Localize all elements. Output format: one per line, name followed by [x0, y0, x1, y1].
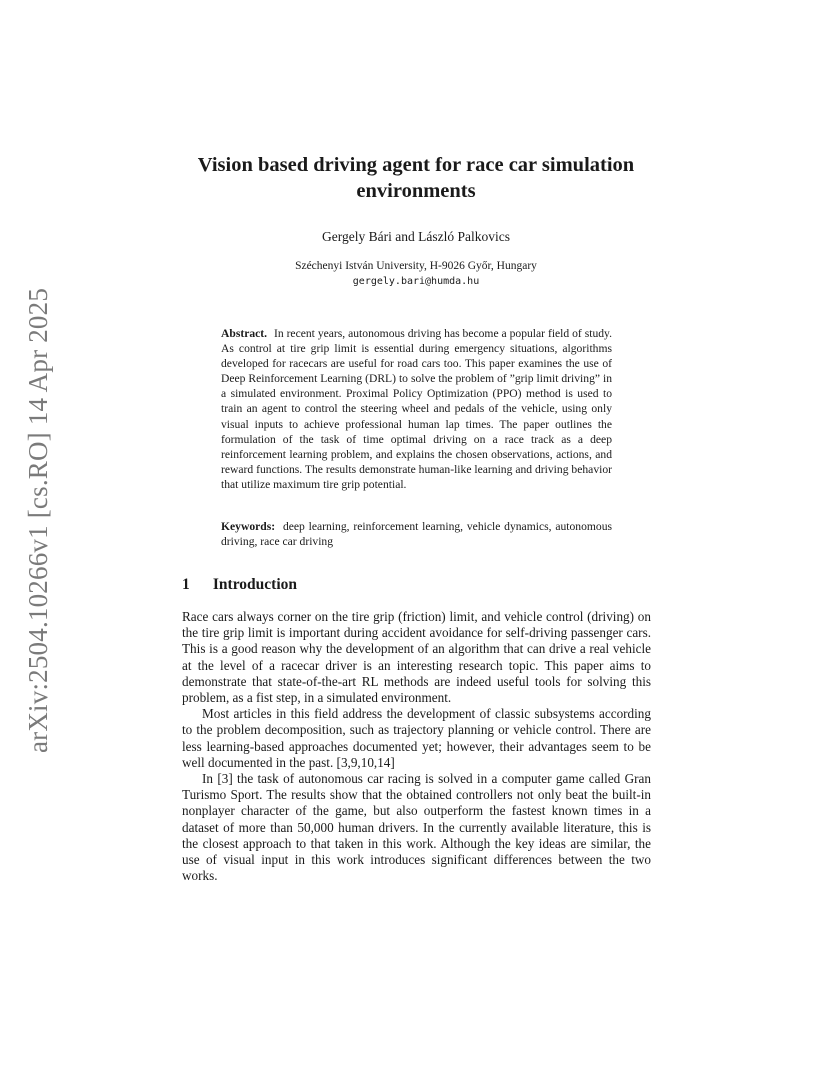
keywords-text: deep learning, reinforcement learning, vehicle dynamics, autonomous driving, race car driving: [221, 520, 612, 549]
keywords-block: [221, 519, 612, 549]
abstract-label: Abstract.: [221, 327, 268, 340]
paper-authors: Gergely Bári and László Palkovics: [322, 229, 510, 244]
arxiv-identifier-text: arXiv:2504.10266v1 [cs.RO] 14 Apr 2025: [23, 287, 54, 753]
paper-title: Vision based driving agent for race car simulation environments: [197, 154, 635, 202]
author-email[interactable]: gergely.bari@humda.hu: [352, 276, 480, 287]
keywords-label: Keywords:: [221, 520, 276, 533]
abstract-block: [221, 326, 612, 492]
author-affiliation: [180, 259, 652, 289]
section-heading-introduction: [182, 576, 297, 594]
affiliation-text: Széchenyi István University, H-9026 Győr, Hungary: [295, 260, 537, 272]
section-number: 1: [182, 576, 190, 593]
abstract-text: In recent years, autonomous driving has become a popular field of study. As control at tire grip limit is essential during emergency situations, algorithms developed for racecars are useful for road cars too. This paper examines the use of Deep Reinforcement Learning (DRL) to solve the problem of ”grip limit driving” in a simulated environment. Proximal Policy Optimization (PPO) method is used to train an agent to control the steering wheel and pedals of the vehicle, using only visual inputs to achieve professional human lap times. The paper outlines the formulation of the task of time optimal driving on a race track as a deep reinforcement learning problem, and explains the chosen observations, actions, and reward functions. The results demonstrate human-like learning and driving behavior that utilize maximum tire grip potential.: [221, 327, 612, 491]
paragraph: In [3] the task of autonomous car racing is solved in a computer game called Gran Turismo Sport. The results show that the obtained controllers not only beat the built-in nonplayer character of the game, but also outperform the fastest known times in a dataset of more than 50,000 human drivers. In the currently available literature, this is the closest approach to that taken in this work. Although the key ideas are similar, the use of visual input in this work introduces significant differences between the two works.: [182, 771, 651, 884]
arxiv-identifier-stamp: [22, 285, 56, 755]
paragraph: Race cars always corner on the tire grip (friction) limit, and vehicle control (driving) on the tire grip limit is important during accident avoidance for self-driving passenger cars. This is a good reason why the development of an algorithm that can drive a real vehicle at the level of a racecar driver is an interesting research topic. This paper aims to demonstrate that state-of-the-art RL methods are indeed useful tools for solving this problem, as a fist step, in a simulated environment.: [182, 609, 651, 706]
introduction-body: [182, 609, 651, 884]
paragraph: Most articles in this field address the development of classic subsystems according to the problem decomposition, such as trajectory planning or vehicle control. There are less learning-based approaches documented yet; however, their advantages seem to be well documented in the past. [3,9,10,14]: [182, 706, 651, 770]
section-title: Introduction: [212, 576, 297, 593]
